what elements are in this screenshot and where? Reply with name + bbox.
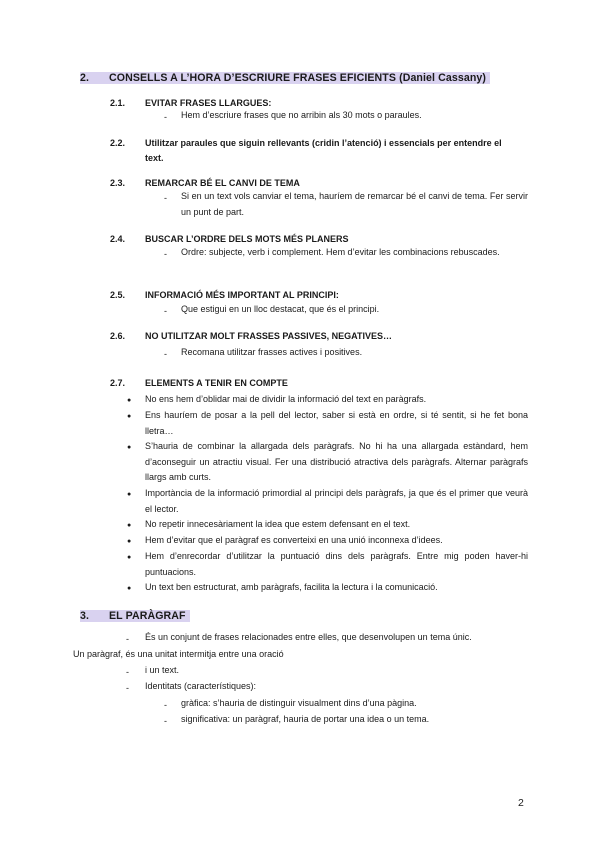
bullet-item: Importància de la informació primordial al principi dels paràgrafs, ja que és el primer que veurà el lector. xyxy=(145,488,528,514)
subsection-title: EVITAR FRASES LLARGUES: xyxy=(145,98,272,108)
list-item: Si en un text vols canviar el tema, hauríem de remarcar bé el canvi de tema. Fer servir un punt de part. xyxy=(181,191,528,217)
bullet-item: S’hauria de combinar la allargada dels paràgrafs. No hi ha una allargada estàndard, hem d’aconseguir un atractiu visual. Fer una distribució atractiva dels paràgrafs. Alternar paràgrafs llargs amb curts. xyxy=(145,441,528,482)
dash-marker: - xyxy=(164,249,167,259)
section-3-heading xyxy=(80,610,190,622)
bullet-icon: ● xyxy=(127,413,132,420)
bullet-icon: ● xyxy=(127,538,132,545)
page-number: 2 xyxy=(518,797,524,809)
subsection-title: REMARCAR BÉ EL CANVI DE TEMA xyxy=(145,178,300,188)
section-3-number: 3. xyxy=(80,610,90,622)
bullet-icon: ● xyxy=(127,554,132,561)
subsection-number: 2.2. xyxy=(110,138,126,148)
subsection-title: INFORMACIÓ MÉS IMPORTANT AL PRINCIPI: xyxy=(145,290,339,300)
section-2-number: 2. xyxy=(80,72,90,84)
list-item: Hem d’escriure frases que no arribin als 30 mots o paraules. xyxy=(181,110,422,120)
dash-marker: - xyxy=(126,634,129,644)
dash-marker: - xyxy=(164,349,167,359)
dash-marker: - xyxy=(164,716,167,726)
bullet-item: Hem d’evitar que el paràgraf es converteixi en una unió inconnexa d’idees. xyxy=(145,535,443,545)
subsection-title: BUSCAR L’ORDRE DELS MOTS MÉS PLANERS xyxy=(145,234,349,244)
subsection-title: NO UTILITZAR MOLT FRASSES PASSIVES, NEGATIVES… xyxy=(145,331,393,341)
bullet-icon: ● xyxy=(127,397,132,404)
dash-marker: - xyxy=(126,683,129,693)
paragraph-line: Identitats (característiques): xyxy=(145,681,257,691)
paragraph-line: i un text. xyxy=(145,665,180,675)
subsection-number: 2.6. xyxy=(110,331,126,341)
section-3-title: EL PARÀGRAF xyxy=(109,610,186,622)
sub-list-item: gràfica: s’hauria de distinguir visualment dins d’una pàgina. xyxy=(181,698,417,708)
subsection-title-line2: text. xyxy=(145,153,164,163)
paragraph-line: És un conjunt de frases relacionades entre elles, que desenvolupen un tema únic. xyxy=(145,632,472,642)
list-item: Recomana utilitzar frasses actives i positives. xyxy=(181,347,363,357)
subsection-number: 2.3. xyxy=(110,178,126,188)
section-2-heading xyxy=(80,72,490,84)
paragraph-line: Un paràgraf, és una unitat intermitja entre una oració xyxy=(73,649,284,659)
bullet-icon: ● xyxy=(127,444,132,451)
dash-marker: - xyxy=(164,700,167,710)
subsection-number: 2.5. xyxy=(110,290,126,300)
dash-marker: - xyxy=(164,306,167,316)
bullet-item: Hem d’enrecordar d’utilitzar la puntuació dins dels paràgrafs. Entre mig poden haver-hi puntuacions. xyxy=(145,551,528,577)
bullet-icon: ● xyxy=(127,585,132,592)
subsection-number: 2.4. xyxy=(110,234,126,244)
bullet-item: No repetir innecesàriament la idea que estem defensant en el text. xyxy=(145,519,411,529)
bullet-item: No ens hem d’oblidar mai de dividir la informació del text en paràgrafs. xyxy=(145,394,427,404)
bullet-icon: ● xyxy=(127,522,132,529)
dash-marker: - xyxy=(164,112,167,122)
subsection-title: ELEMENTS A TENIR EN COMPTE xyxy=(145,378,288,388)
subsection-number: 2.7. xyxy=(110,378,126,388)
dash-marker: - xyxy=(164,193,167,203)
section-2-title: CONSELLS A L’HORA D’ESCRIURE FRASES EFICIENTS (Daniel Cassany) xyxy=(109,72,487,84)
bullet-item: Ens hauríem de posar a la pell del lector, saber si està en ordre, si té sentit, si he fet bona lletra… xyxy=(145,410,528,436)
bullet-item: Un text ben estructurat, amb paràgrafs, facilita la lectura i la comunicació. xyxy=(145,582,438,592)
dash-marker: - xyxy=(126,667,129,677)
subsection-title-line1: Utilitzar paraules que siguin rellevants (cridin l’atenció) i essencials per entendre el xyxy=(145,138,502,148)
sub-list-item: significativa: un paràgraf, hauria de portar una idea o un tema. xyxy=(181,714,430,724)
list-item: Ordre: subjecte, verb i complement. Hem d’evitar les combinacions rebuscades. xyxy=(181,247,500,257)
list-item: Que estigui en un lloc destacat, que és el principi. xyxy=(181,304,380,314)
bullet-icon: ● xyxy=(127,491,132,498)
subsection-number: 2.1. xyxy=(110,98,126,108)
